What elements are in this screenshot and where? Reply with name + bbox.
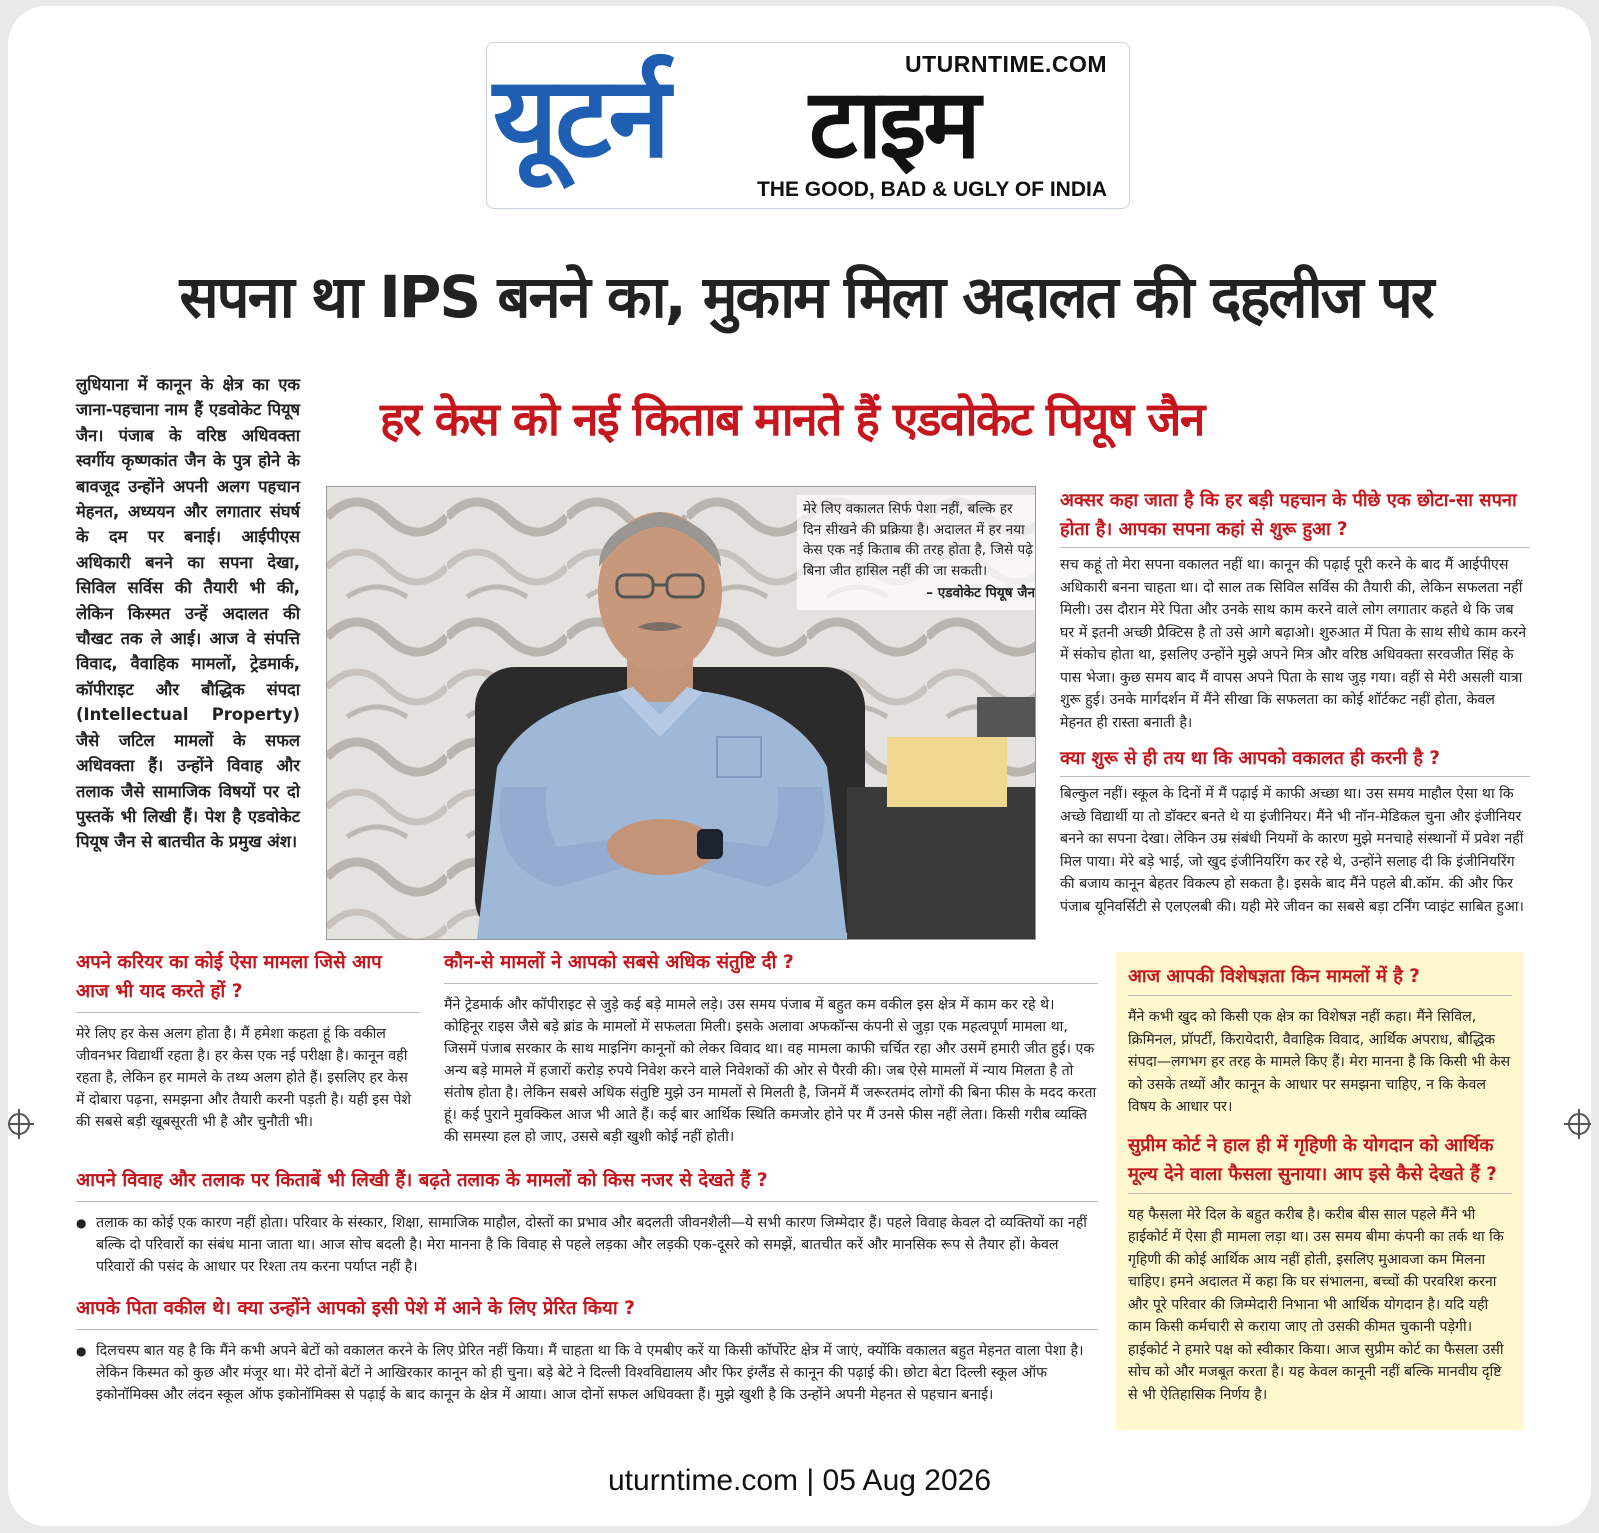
question-law-choice: क्या शुरू से ही तय था कि आपको वकालत ही करनी है ?	[1060, 744, 1530, 777]
answer-career-case: मेरे लिए हर केस अलग होता है। मैं हमेशा कहता हूं कि वकील जीवनभर विद्यार्थी रहता है। हर केस एक नई परीक्षा है। कानून वही रहता है, लेकिन हर मामले के तथ्य अलग होते हैं। इसलिए हर केस में दोबारा पढ़ना, समझना और तैयारी करनी पड़ती है। यही इस पेशे की सबसे बड़ी खूबसूरती भी है और चुनौती भी।	[76, 1026, 412, 1130]
question-divorce: आपने विवाह और तलाक पर किताबें भी लिखी हैं। बढ़ते तलाक के मामलों को किस नजर से देखते हैं ?	[76, 1166, 1098, 1202]
advocate-photo	[326, 486, 1036, 940]
masthead	[486, 42, 1130, 209]
answer-dream: सच कहूं तो मेरा सपना वकालत नहीं था। कानून की पढ़ाई पूरी करने के बाद मैं आईपीएस अधिकारी बनना चाहता था। दो साल तक सिविल सर्विस की तैयारी की, लेकिन सफलता नहीं मिली। उस दौरान मेरे पिता और उनके साथ काम करने वाले लोग लगातार कहते थे कि जब घर में इतनी अच्छी प्रैक्टिस है तो उसे आगे बढ़ाओ। शुरुआत में पिता के साथ सीधे काम करने में संकोच होता था, इसलिए उन्होंने मुझे अपने मित्र और वरिष्ठ अधिवक्ता सरवजीत सिंह के पास भेजा। कुछ समय बाद मैं वापस अपने पिता के साथ जुड़ गया। वहीं से मेरी असली यात्रा शुरू हुई। उनके मार्गदर्शन में मैंने सीखा कि सफलता का कोई शॉर्टकट नहीं होता, केवल मेहनत ही रास्ता बनाती है।	[1060, 557, 1527, 731]
question-satisfaction: कौन-से मामलों ने आपको सबसे अधिक संतुष्टि दी ?	[444, 948, 1098, 984]
pull-quote	[797, 495, 1036, 610]
father-block	[76, 1294, 1098, 1406]
footer-credit: uturntime.com | 05 Aug 2026	[607, 1464, 992, 1497]
question-dream: अक्सर कहा जाता है कि हर बड़ी पहचान के पीछे एक छोटा-सा सपना होता है। आपका सपना कहां से शुरू हुआ ?	[1060, 486, 1530, 548]
intro-text: लुधियाना में कानून के क्षेत्र का एक जाना-पहचाना नाम हैं एडवोकेट पियूष जैन। पंजाब के वरिष्ठ अधिवक्ता स्वर्गीय कृष्णकांत जैन के पुत्र होने के बावजूद उन्होंने अपनी अलग पहचान मेहनत, अध्ययन और लगातार संघर्ष के दम पर बनाई। आईपीएस अधिकारी बनने का सपना देखा, सिविल सर्विस की तैयारी भी की, लेकिन किस्मत उन्हें अदालत की चौखट तक ले आई। आज वे संपत्ति विवाद, वैवाहिक मामलों, ट्रेडमार्क, कॉपीराइट और बौद्धिक संपदा (Intellectual Property) जैसे जटिल मामलों के सफल अधिवक्ता हैं। उन्होंने विवाह और तलाक जैसे सामाजिक विषयों पर दो पुस्तकें भी लिखी हैं। पेश है एडवोकेट पियूष जैन से बातचीत के प्रमुख अंश।	[76, 375, 300, 852]
highlight-box	[1116, 952, 1524, 1430]
answer-father: ● दिलचस्प बात यह है कि मैंने कभी अपने बेटों को वकालत करने के लिए प्रेरित नहीं किया। मैं चाहता था कि वे एमबीए करें या किसी कॉर्पोरेट क्षेत्र में जाएं, क्योंकि वकालत बहुत मेहनत वाला पेशा है। लेकिन किस्मत को कुछ और मंजूर था। मेरे दोनों बेटों ने आखिरकार कानून को ही चुना। बड़े बेटे ने दिल्ली विश्वविद्यालय और फिर इंग्लैंड से कानून की पढ़ाई की। छोटा बेटा दिल्ली स्कूल ऑफ इकोनॉमिक्स और लंदन स्कूल ऑफ इकोनॉमिक्स से पढ़ाई के बाद कानून के क्षेत्र में आया। आज दोनों सफल अधिवक्ता हैं। मुझे खुशी है कि उन्होंने अपनी मेहनत से पहचान बनाई।	[76, 1340, 1098, 1406]
registration-mark-left	[8, 1113, 30, 1135]
question-homemaker: सुप्रीम कोर्ट ने हाल ही में गृहिणी के योगदान को आर्थिक मूल्य देने वाला फैसला सुनाया। आप इसे कैसे देखते हैं ?	[1128, 1131, 1512, 1194]
question-father: आपके पिता वकील थे। क्या उन्होंने आपको इसी पेशे में आने के लिए प्रेरित किया ?	[76, 1294, 1098, 1330]
pull-quote-author: – एडवोकेट पियूष जैन	[926, 585, 1035, 601]
question-career-case: अपने करियर का कोई ऐसा मामला जिसे आप आज भी याद करते हों ?	[76, 948, 420, 1013]
pull-quote-text: मेरे लिए वकालत सिर्फ पेशा नहीं, बल्कि हर दिन सीखने की प्रक्रिया है। अदालत में हर नया केस एक नई किताब की तरह होता है, जिसे पढ़े बिना जीत हासिल नहीं की जा सकती।	[803, 501, 1033, 579]
question-expertise: आज आपकी विशेषज्ञता किन मामलों में है ?	[1128, 962, 1512, 996]
career-case-block	[76, 948, 420, 1133]
masthead-title-black: टाइम	[809, 68, 978, 180]
satisfaction-block	[444, 948, 1098, 1148]
masthead-title-blue: यूटर्न	[493, 53, 668, 183]
answer-law-choice: बिल्कुल नहीं। स्कूल के दिनों में मैं पढ़ाई में काफी अच्छा था। उस समय माहौल ऐसा था कि अच्छे विद्यार्थी या तो डॉक्टर बनते थे या इंजीनियर। मैंने भी नॉन-मेडिकल चुना और इंजीनियर बनने का सपना देखा। लेकिन उम्र संबंधी नियमों के कारण मुझे मनचाहे संस्थानों में प्रवेश नहीं मिल पाया। मेरे बड़े भाई, जो खुद इंजीनियरिंग कर रहे थे, उन्होंने सलाह दी कि इंजीनियरिंग की बजाय कानून बेहतर विकल्प हो सकता है। इसके बाद मैंने पहले बी.कॉम. की और फिर पंजाब यूनिवर्सिटी से एलएलबी की। यही मेरे जीवन का सबसे बड़ा टर्निंग प्वाइंट साबित हुआ।	[1060, 786, 1524, 915]
divorce-block	[76, 1166, 1098, 1278]
subheadline: हर केस को नई किताब मानते हैं एडवोकेट पियूष जैन	[380, 392, 1204, 446]
right-column	[1060, 486, 1530, 928]
answer-satisfaction: मैंने ट्रेडमार्क और कॉपीराइट से जुड़े कई बड़े मामले लड़े। उस समय पंजाब में बहुत कम वकील इस क्षेत्र में काम कर रहे थे। कोहिनूर राइस जैसे बड़े ब्रांड के मामलों में सफलता मिली। इसके अलावा अफकॉन्स कंपनी से जुड़ा एक महत्वपूर्ण मामला था, जिसमें पंजाब सरकार के साथ माइनिंग कानूनों को लेकर विवाद था। वह मामला काफी चर्चित रहा और उसमें हमारी जीत हुई। एक अन्य बड़े मामले में हजारों करोड़ रुपये निवेश करने वाले निवेशकों की ओर से पैरवी की। जब ऐसे मामलों में न्याय मिलता है तो संतोष होता है। लेकिन सबसे अधिक संतुष्टि मुझे उन मामलों से मिलती है, जिनमें मैं जरूरतमंद लोगों की बिना फीस के मदद करता हूं। कई पुराने मुवक्किल आज भी आते हैं। कई बार आर्थिक स्थिति कमजोर होने पर मैं उनसे फीस नहीं लेता। किसी गरीब व्यक्ति की समस्या हल हो जाए, उससे बड़ी खुशी कोई नहीं होती।	[444, 997, 1097, 1145]
masthead-site: UTURNTIME.COM	[905, 51, 1107, 77]
masthead-tagline: THE GOOD, BAD & UGLY OF INDIA	[756, 178, 1107, 201]
page	[8, 6, 1591, 1526]
registration-mark-right	[1568, 1113, 1590, 1135]
answer-divorce: ● तलाक का कोई एक कारण नहीं होता। परिवार के संस्कार, शिक्षा, सामाजिक माहौल, दोस्तों का प्रभाव और बदलती जीवनशैली—ये सभी कारण जिम्मेदार हैं। पहले विवाह केवल दो व्यक्तियों का नहीं बल्कि दो परिवारों का संबंध माना जाता था। आज सोच बदली है। मेरा मानना है कि विवाह से पहले लड़का और लड़की एक-दूसरे को समझें, बातचीत करें और मानसिक रूप से तैयार हों। केवल परिवारों की पसंद के आधार पर रिश्ता तय करना पर्याप्त नहीं है।	[76, 1212, 1098, 1278]
answer-homemaker: यह फैसला मेरे दिल के बहुत करीब है। करीब बीस साल पहले मैंने भी हाईकोर्ट में ऐसा ही मामला लड़ा था। उस समय बीमा कंपनी का तर्क था कि गृहिणी की कोई आर्थिक आय नहीं होती, इसलिए मुआवजा कम मिलना चाहिए। हमने अदालत में कहा कि घर संभालना, बच्चों की परवरिश करना और पूरे परिवार की जिम्मेदारी निभाना भी आर्थिक योगदान है। यदि यही काम किसी कर्मचारी से कराया जाए तो उसकी कीमत चुकानी पड़ेगी। हाईकोर्ट ने हमारे पक्ष को स्वीकार किया। आज सुप्रीम कोर्ट का फैसला उसी सोच को और मजबूत करता है। यह केवल कानूनी नहीं बल्कि मानवीय दृष्टि से भी ऐतिहासिक निर्णय है।	[1128, 1206, 1504, 1403]
headline: सपना था IPS बनने का, मुकाम मिला अदालत की दहलीज पर	[179, 263, 1433, 331]
answer-expertise: मैंने कभी खुद को किसी एक क्षेत्र का विशेषज्ञ नहीं कहा। मैंने सिविल, क्रिमिनल, प्रॉपर्टी, किरायेदारी, वैवाहिक विवाद, आर्थिक अपराध, बौद्धिक संपदा—लगभग हर तरह के मामले किए हैं। मेरा मानना है कि किसी भी केस को उसके तथ्यों और कानून के आधार पर समझना चाहिए, न कि केवल विषय के आधार पर।	[1128, 1009, 1511, 1115]
